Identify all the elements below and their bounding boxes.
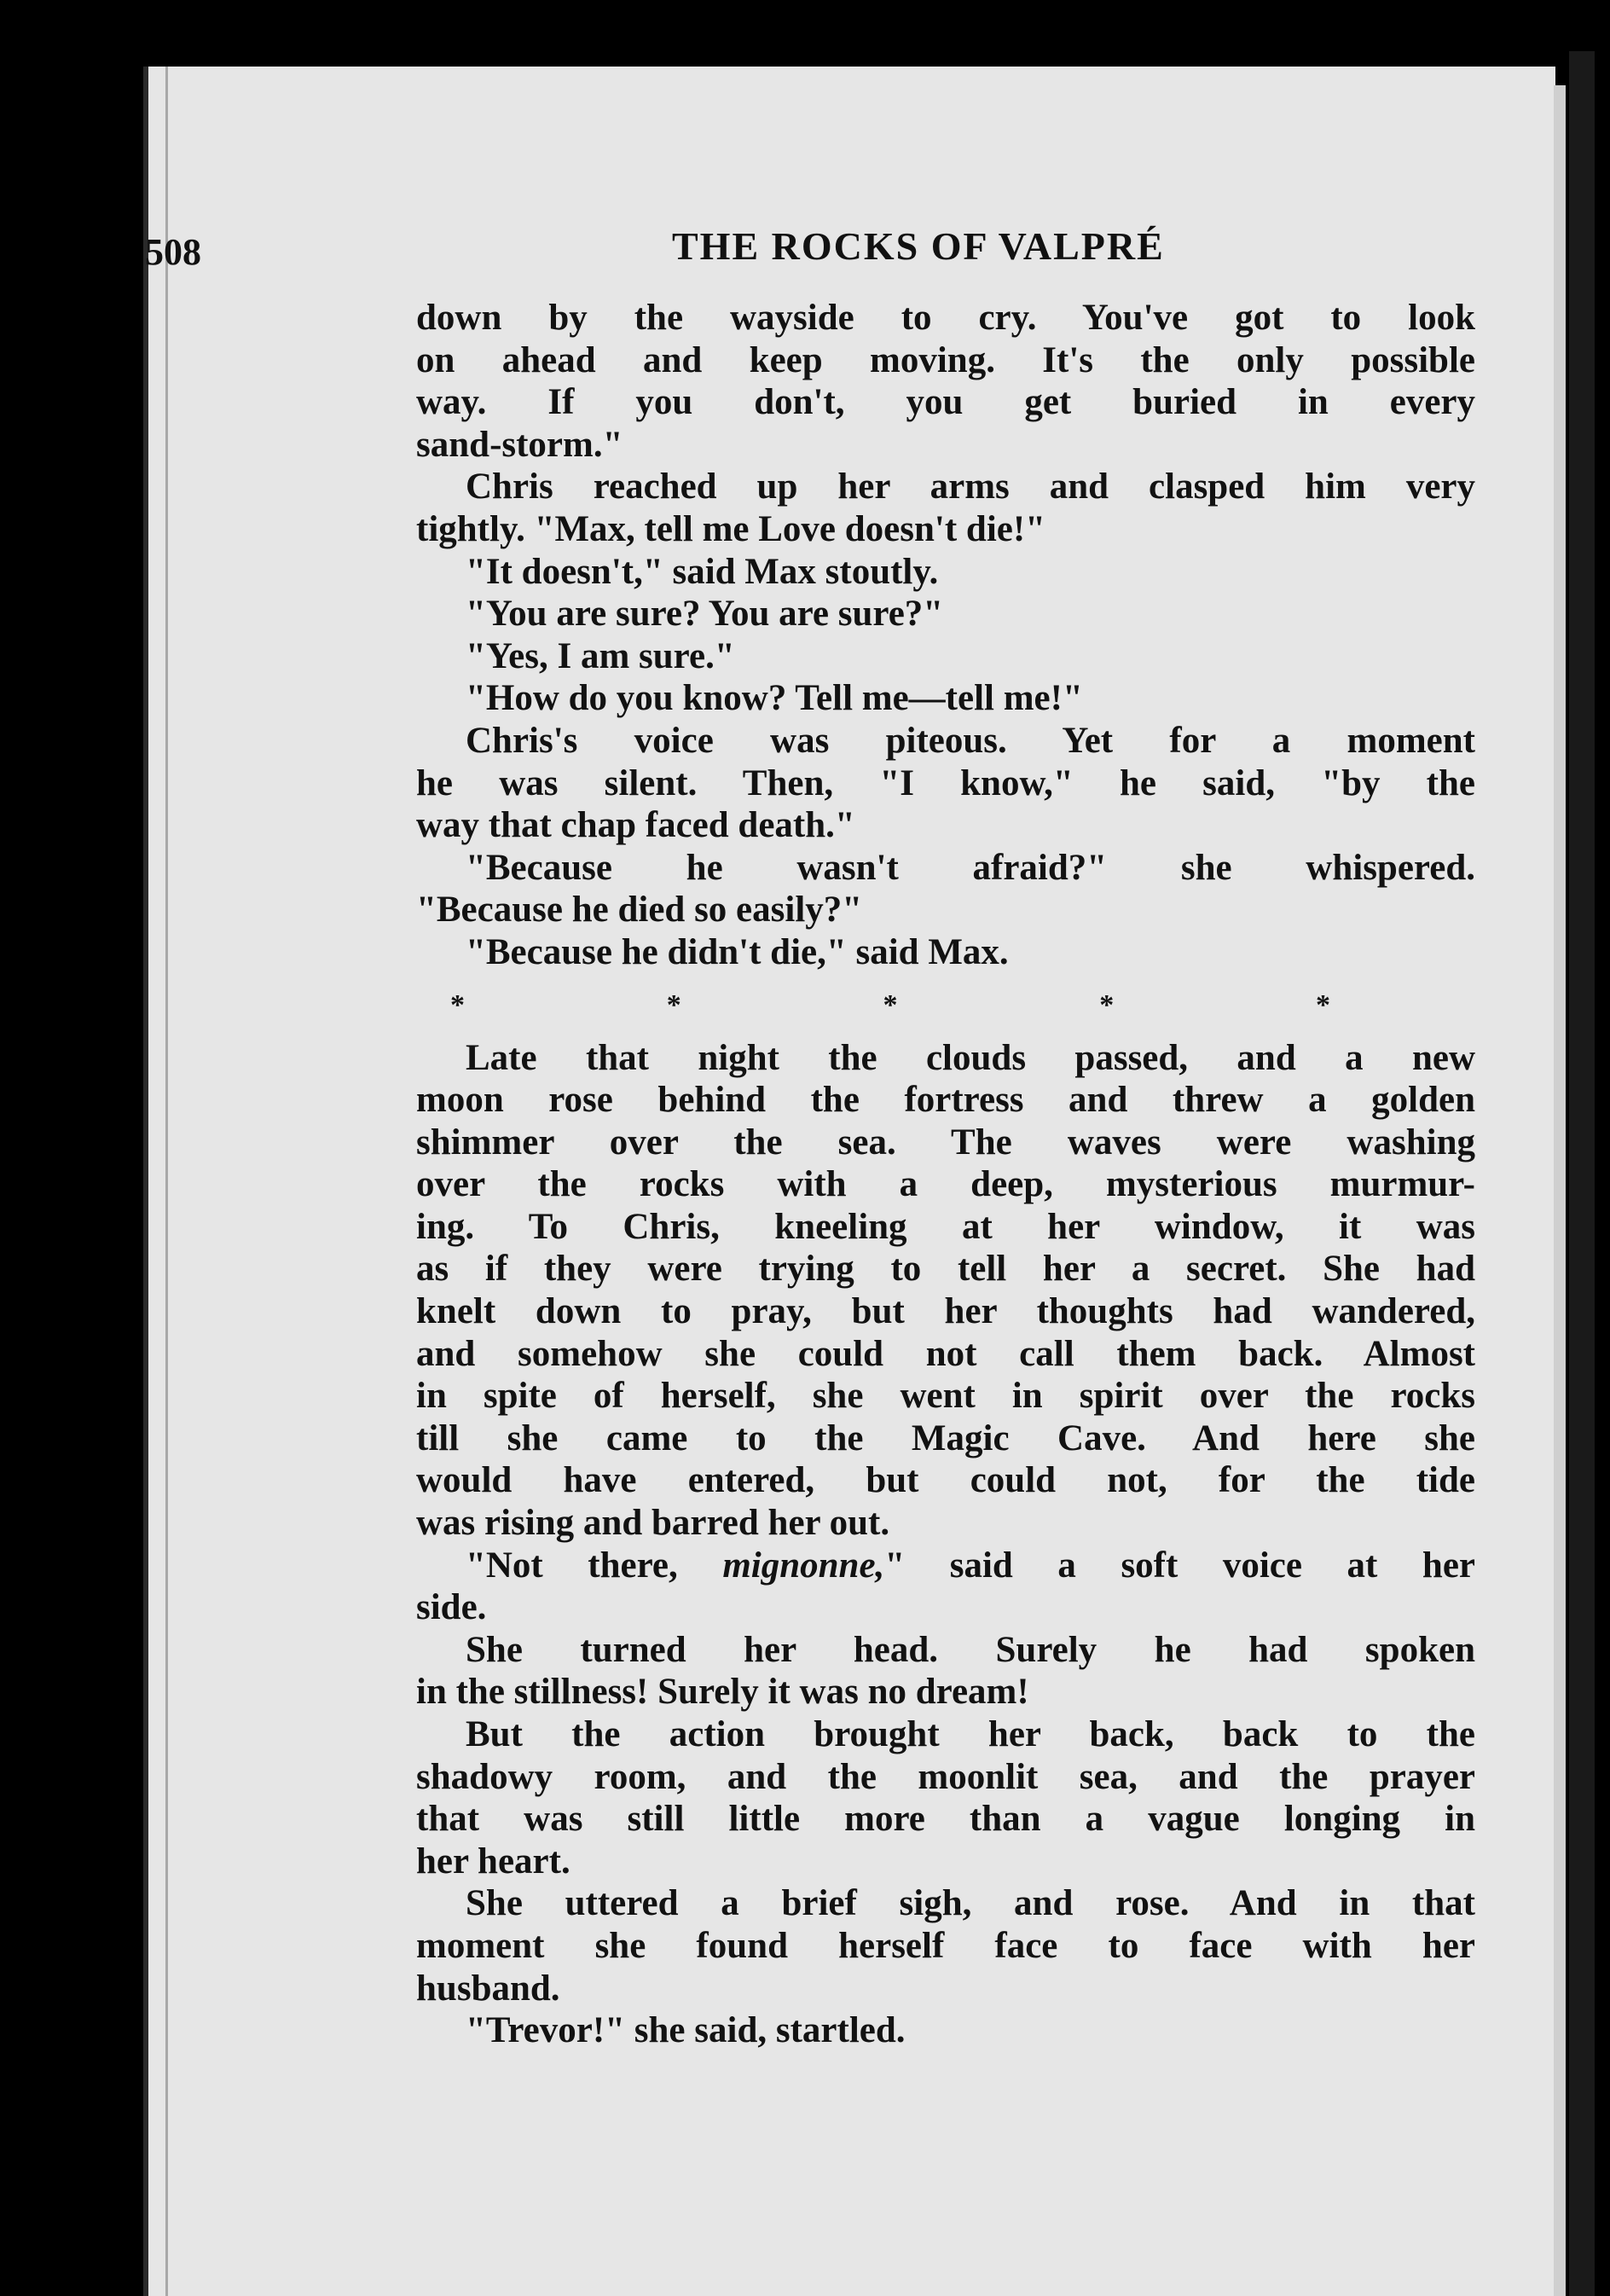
- text-line: "Yes, I am sure.": [466, 635, 735, 676]
- text-line: till she came to the Magic Cave. And here she: [416, 1418, 1475, 1458]
- text-line: way that chap faced death.": [416, 805, 855, 846]
- text-line: would have entered, but could not, for the tide: [416, 1460, 1475, 1501]
- text-line: he was silent. Then, "I know," he said, "by the: [416, 762, 1475, 803]
- section-break-ornament: [416, 974, 1475, 1037]
- facing-page-edge: [1554, 85, 1566, 2296]
- text-line: She turned her head. Surely he had spoken: [466, 1629, 1475, 1670]
- text-line: "You are sure? You are sure?": [466, 594, 944, 635]
- text-line: "Because he died so easily?": [416, 890, 863, 931]
- text-line: knelt down to pray, but her thoughts had wandered,: [416, 1291, 1475, 1332]
- text-line: ing. To Chris, kneeling at her window, it was: [416, 1206, 1475, 1247]
- page-edge-line: [165, 67, 168, 2296]
- ornament-star: *: [1099, 989, 1115, 1021]
- body-text: [416, 297, 1475, 2052]
- text-line: [416, 1545, 1475, 1587]
- ornament-star: *: [450, 989, 465, 1021]
- text-line: "How do you know? Tell me—tell me!": [466, 678, 1083, 719]
- text-line: down by the wayside to cry. You've got to look: [416, 298, 1475, 338]
- italic-word: mignonne,: [722, 1545, 885, 1586]
- text-segment: " said a soft voice at her: [884, 1545, 1475, 1586]
- text-line: on ahead and keep moving. It's the only possible: [416, 339, 1475, 380]
- text-line: in the stillness! Surely it was no dream!: [416, 1672, 1029, 1713]
- ornament-star: *: [666, 989, 681, 1021]
- text-line: in spite of herself, she went in spirit over the rocks: [416, 1376, 1475, 1417]
- text-line: "Because he wasn't afraid?" she whispered.: [466, 847, 1475, 888]
- text-line: was rising and barred her out.: [416, 1503, 890, 1544]
- page-number: 508: [145, 231, 201, 273]
- text-line: husband.: [416, 1968, 560, 2009]
- text-line: shadowy room, and the moonlit sea, and the prayer: [416, 1756, 1475, 1797]
- text-line: and somehow she could not call them back. Almost: [416, 1333, 1475, 1374]
- ornament-star: *: [1316, 989, 1330, 1021]
- text-line: side.: [416, 1587, 487, 1628]
- text-line: tightly. "Max, tell me Love doesn't die!": [416, 508, 1046, 549]
- text-line: Late that night the clouds passed, and a new: [466, 1037, 1475, 1078]
- text-segment: "Not there,: [466, 1545, 723, 1586]
- text-line: sand-storm.": [416, 424, 623, 465]
- text-line: over the rocks with a deep, mysterious murmur-: [416, 1164, 1475, 1205]
- text-line: moment she found herself face to face with her: [416, 1925, 1475, 1966]
- text-line: But the action brought her back, back to the: [466, 1714, 1475, 1754]
- text-line: way. If you don't, you get buried in every: [416, 382, 1475, 423]
- ornament-star: *: [883, 989, 898, 1021]
- text-line: Chris reached up her arms and clasped him very: [466, 467, 1475, 507]
- text-line: Chris's voice was piteous. Yet for a moment: [466, 720, 1475, 761]
- text-line: shimmer over the sea. The waves were washing: [416, 1122, 1475, 1162]
- running-title: THE ROCKS OF VALPRÉ: [672, 224, 1165, 268]
- text-line: her heart.: [416, 1841, 570, 1881]
- text-line: "Because he didn't die," said Max.: [466, 931, 1009, 972]
- text-line: "Trevor!" she said, startled.: [466, 2010, 906, 2051]
- text-line: as if they were trying to tell her a secret. She had: [416, 1249, 1475, 1290]
- text-line: that was still little more than a vague longing in: [416, 1799, 1475, 1840]
- text-line: moon rose behind the fortress and threw a golden: [416, 1080, 1475, 1121]
- text-line: She uttered a brief sigh, and rose. And in that: [466, 1883, 1475, 1924]
- right-border-strip: [1569, 51, 1595, 2296]
- text-line: "It doesn't," said Max stoutly.: [466, 551, 939, 592]
